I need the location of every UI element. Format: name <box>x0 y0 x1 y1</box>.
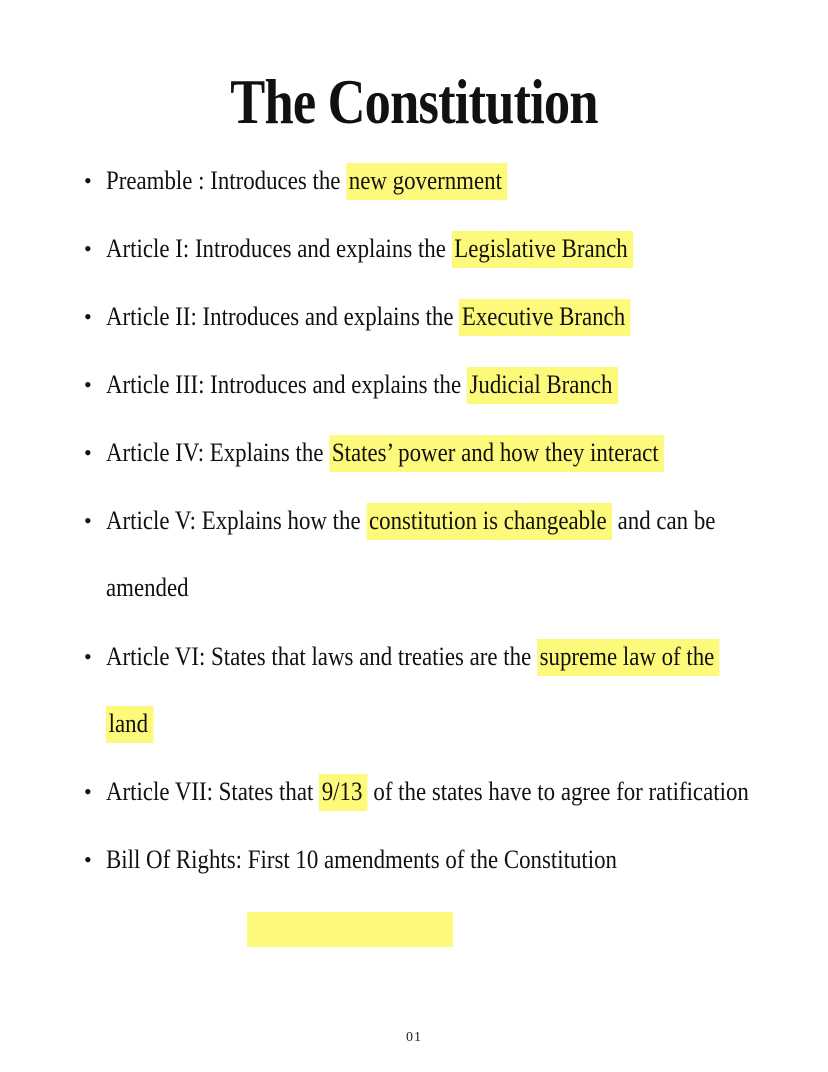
item-text: Article I: Introduces and explains the <box>106 234 452 263</box>
highlighted-text: land <box>106 706 153 743</box>
empty-highlight-mark <box>247 912 453 947</box>
bullet-icon: • <box>84 372 92 397</box>
list-item-continuation <box>106 704 153 744</box>
bullet-icon: • <box>84 847 92 872</box>
page-title: The Constitution <box>230 66 598 137</box>
list-item-text <box>106 501 715 541</box>
list-item-text <box>106 840 617 880</box>
list-item-continuation <box>106 568 189 608</box>
bullet-icon: • <box>84 236 92 261</box>
highlighted-text: States’ power and how they interact <box>329 435 664 472</box>
item-text: Article II: Introduces and explains the <box>106 302 460 331</box>
highlighted-text: constitution is changeable <box>366 503 612 540</box>
list-item-text <box>106 433 664 473</box>
highlighted-text: Legislative Branch <box>452 231 633 268</box>
highlighted-text: supreme law of the <box>537 639 720 676</box>
highlighted-text: Executive Branch <box>459 299 630 336</box>
highlighted-text: new government <box>346 163 507 200</box>
list-item-text <box>106 161 507 201</box>
item-text-after: of the states have to agree for ratification <box>367 777 749 806</box>
list-item-text <box>106 365 618 405</box>
item-text: Article IV: Explains the <box>106 438 330 467</box>
bullet-icon: • <box>84 644 92 669</box>
bullet-icon: • <box>84 304 92 329</box>
highlighted-text: 9/13 <box>319 774 368 811</box>
bullet-icon: • <box>84 168 92 193</box>
item-text: Article VI: States that laws and treaties are the <box>106 642 537 671</box>
bullet-icon: • <box>84 779 92 804</box>
item-text: Article V: Explains how the <box>106 506 367 535</box>
item-text: amended <box>106 573 189 602</box>
bullet-icon: • <box>84 508 92 533</box>
list-item-text <box>106 297 630 337</box>
highlighted-text: Judicial Branch <box>467 367 618 404</box>
bullet-icon: • <box>84 440 92 465</box>
item-text-after: and can be <box>611 506 716 535</box>
list-item-text <box>106 772 749 812</box>
item-text: Article III: Introduces and explains the <box>106 370 467 399</box>
list-item-text <box>106 637 720 677</box>
item-text: Article VII: States that <box>106 777 320 806</box>
page-number: 01 <box>406 1030 422 1045</box>
item-text: Bill Of Rights: First 10 amendments of the Constitution <box>106 845 617 874</box>
list-item-text <box>106 229 633 269</box>
item-text: Preamble : Introduces the <box>106 166 347 195</box>
